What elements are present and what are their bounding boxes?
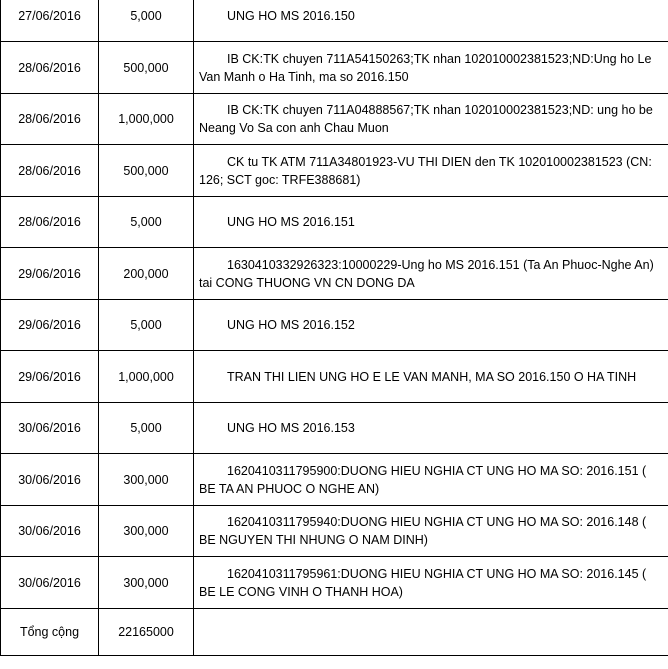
description-text: UNG HO MS 2016.153 xyxy=(227,421,355,435)
description-cell xyxy=(194,94,668,145)
description-text: 1630410332926323:10000229-Ung ho MS 2016.151 (Ta An Phuoc-Nghe An) tai CONG THUONG VN CN DONG DA xyxy=(199,257,654,290)
amount-cell: 5,000 xyxy=(99,300,194,351)
description-cell xyxy=(194,403,668,454)
description-text: UNG HO MS 2016.152 xyxy=(227,318,355,332)
table-row xyxy=(1,506,668,557)
table-row xyxy=(1,557,668,609)
amount-cell: 5,000 xyxy=(99,403,194,454)
description-cell xyxy=(194,506,668,557)
description-cell xyxy=(194,0,668,42)
date-cell: 28/06/2016 xyxy=(1,197,99,248)
table-row xyxy=(1,0,668,42)
date-cell: 30/06/2016 xyxy=(1,454,99,506)
date-cell: 28/06/2016 xyxy=(1,94,99,145)
amount-cell: 1,000,000 xyxy=(99,94,194,145)
table-row xyxy=(1,197,668,248)
date-cell: 30/06/2016 xyxy=(1,403,99,454)
amount-cell: 300,000 xyxy=(99,557,194,609)
amount-cell: 300,000 xyxy=(99,506,194,557)
description-cell xyxy=(194,300,668,351)
description-text: 1620410311795961:DUONG HIEU NGHIA CT UNG HO MA SO: 2016.145 ( BE LE CONG VINH O THANH HOA) xyxy=(199,566,647,599)
description-text: TRAN THI LIEN UNG HO E LE VAN MANH, MA SO 2016.150 O HA TINH xyxy=(227,369,637,384)
table-row xyxy=(1,454,668,506)
amount-cell: 5,000 xyxy=(99,0,194,42)
table-row xyxy=(1,403,668,454)
description-cell xyxy=(194,557,668,609)
description-text: 1620410311795900:DUONG HIEU NGHIA CT UNG HO MA SO: 2016.151 ( BE TA AN PHUOC O NGHE AN) xyxy=(199,463,647,496)
table-row xyxy=(1,42,668,94)
description-cell xyxy=(194,42,668,94)
total-amount: 22165000 xyxy=(99,609,194,656)
table-row xyxy=(1,300,668,351)
amount-cell: 300,000 xyxy=(99,454,194,506)
table-row xyxy=(1,351,668,403)
description-text: 1620410311795940:DUONG HIEU NGHIA CT UNG HO MA SO: 2016.148 ( BE NGUYEN THI NHUNG O NAM DINH) xyxy=(199,515,647,547)
description-cell xyxy=(194,197,668,248)
date-cell: 30/06/2016 xyxy=(1,557,99,609)
description-cell xyxy=(194,248,668,300)
table-row xyxy=(1,145,668,197)
date-cell: 27/06/2016 xyxy=(1,0,99,42)
description-text: UNG HO MS 2016.150 xyxy=(227,9,355,23)
amount-cell: 500,000 xyxy=(99,42,194,94)
date-cell: 28/06/2016 xyxy=(1,42,99,94)
date-cell: 28/06/2016 xyxy=(1,145,99,197)
table-row xyxy=(1,248,668,300)
amount-cell: 200,000 xyxy=(99,248,194,300)
amount-cell: 5,000 xyxy=(99,197,194,248)
date-cell: 29/06/2016 xyxy=(1,351,99,403)
amount-cell: 500,000 xyxy=(99,145,194,197)
total-label: Tổng cộng xyxy=(1,609,99,656)
description-text: IB CK:TK chuyen 711A04888567;TK nhan 102010002381523;ND: ung ho be Neang Vo Sa con anh Chau Muon xyxy=(199,103,653,135)
description-text: CK tu TK ATM 711A34801923-VU THI DIEN den TK 102010002381523 (CN: 126; SCT goc: TRFE388681) xyxy=(199,154,652,187)
description-cell xyxy=(194,145,668,197)
date-cell: 29/06/2016 xyxy=(1,300,99,351)
total-row xyxy=(1,609,668,656)
description-cell xyxy=(194,351,668,403)
date-cell: 30/06/2016 xyxy=(1,506,99,557)
amount-cell: 1,000,000 xyxy=(99,351,194,403)
description-text: IB CK:TK chuyen 711A54150263;TK nhan 102010002381523;ND:Ung ho Le Van Manh o Ha Tinh, ma so 2016.150 xyxy=(199,51,652,84)
description-cell xyxy=(194,454,668,506)
date-cell: 29/06/2016 xyxy=(1,248,99,300)
description-text: UNG HO MS 2016.151 xyxy=(227,215,355,229)
total-description-cell xyxy=(194,609,668,656)
table-row xyxy=(1,94,668,145)
